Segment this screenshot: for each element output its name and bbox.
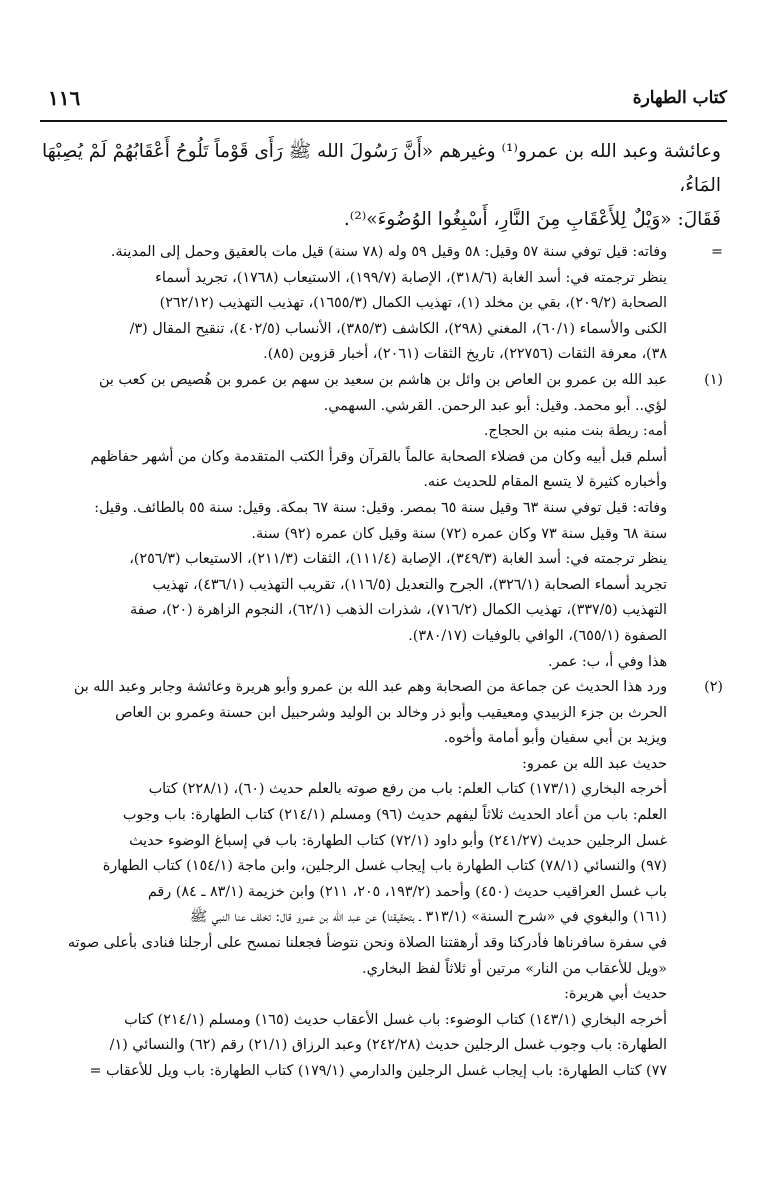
page-header [40,88,727,118]
footnote-line: ينظر ترجمته في: أسد الغابة (٣٤٩/٣)، الإصابة (١١١/٤)، الثقات (٢١١/٣)، الاستيعاب (٢٥٦/٣)، [129,551,667,568]
footnote-line: الحرث بن جزء الزبيدي ومعيقيب وأبو ذر وخالد بن الوليد وشرحبيل ابن حسنة وعمرو بن العاص [115,704,667,721]
footnote-line: غسل الرجلين حديث (٢٤١/٢٧) وأبو داود (٧٢/١) كتاب الطهارة: باب في إسباغ الوضوء حديث [129,832,667,849]
main-text-line: فَقَالَ: «وَيْلٌ لِلأَعْقَابِ مِنَ النَّارِ، أَسْبِغُوا الوُضُوءَ»⁽²⁾. [343,209,721,230]
footnote-line: وفاته: قيل توفي سنة ٥٧ وقيل: ٥٨ وقيل ٥٩ وله (٧٨ سنة) قيل مات بالعقيق وحمل إلى المدينة. [110,244,667,260]
footnote-line: ويزيد بن أبي سفيان وأبو أمامة وأخوه. [443,730,667,747]
footnote-line: ٣٨)، معرفة الثقات (٢٢٧٥٦)، تاريخ الثقات (٢٠٦١)، أخبار قزوين (٨٥). [263,346,667,363]
running-title: كتاب الطهارة [632,88,727,108]
footnote-line: في سفرة سافرناها فأدركنا وقد أرهقتنا الصلاة ونحن نتوضأ فجعلنا نمسح على أرجلنا فنادى بأعلى صوته [67,935,667,952]
footnote-line: أسلم قبل أبيه وكان من فضلاء الصحابة عالماً بالقرآن وقرأ الكتب المتقدمة وكان من أشهر حفاظهم [90,448,667,465]
footnote-line: الكنى والأسماء (٦٠/١)، المغني (٢٩٨)، الكاشف (٣٨٥/٣)، الأنساب (٤٠٢/٥)، تنقيح المقال (٣/ [129,320,667,337]
footnote-2 [42,675,725,1085]
footnote-line: أخرجه البخاري (١٤٣/١) كتاب الوضوء: باب غسل الأعقاب حديث (١٦٥) ومسلم (٢١٤/١) كتاب [124,1011,667,1028]
footnote-continuation [42,240,725,368]
page-number: ١١٦ [48,86,81,110]
footnote-marker: (٢) [704,679,723,696]
footnote-line: لؤي.. أبو محمد. وقيل: أبو عبد الرحمن. القرشي. السهمي. [323,397,667,414]
footnote-line: العلم: باب من أعاد الحديث ثلاثاً ليفهم حديث (٩٦) ومسلم (٢١٤/١) كتاب الطهارة: باب وجوب [122,807,667,824]
footnote-line: أخرجه البخاري (١٧٣/١) كتاب العلم: باب من رفع صوته بالعلم حديث (٦٠)، (٢٢٨/١) كتاب [148,781,667,798]
footnote-line: «ويل للأعقاب من النار» مرتين أو ثلاثاً لفظ البخاري. [362,960,667,977]
footnote-line: وفاته: قيل توفي سنة ٦٣ وقيل سنة ٦٥ بمصر. وقيل: سنة ٦٧ بمكة. وقيل: سنة ٥٥ بالطائف. وقيل: [94,499,667,516]
footnote-line: (٩٧) والنسائي (٧٨/١) كتاب الطهارة باب إيجاب غسل الرجلين، وابن ماجة (١٥٤/١) كتاب الطهارة [102,858,667,875]
footnote-marker: (١) [704,371,723,388]
footnotes [42,240,725,1085]
footnote-line: التهذيب (٣٣٧/٥)، تهذيب الكمال (٧١٦/٢)، شذرات الذهب (٦٢/١)، النجوم الزاهرة (٢٠)، صفة [130,602,667,619]
footnote-1 [42,368,725,675]
footnote-line: (١٦١) والبغوي في «شرح السنة» (٣١٣/١ ـ بتحقيقنا) عن عبد الله بن عمرو قال: تخلف عنا النبي ﷺ [189,909,667,926]
footnote-line: تجريد أسماء الصحابة (٣٢٦/١)، الجرح والتعديل (١١٦/٥)، تقريب التهذيب (٤٣٦/١)، تهذيب [152,576,667,593]
footnote-line: الصفوة (٦٥٥/١)، الوافي بالوفيات (٣٨٠/١٧). [408,627,667,644]
footnote-marker: = [711,244,723,260]
footnote-line: ٧٧) كتاب الطهارة: باب إيجاب غسل الرجلين والدارمي (١٧٩/١) كتاب الطهارة: باب ويل للأعقاب = [89,1063,667,1079]
main-text [42,135,721,237]
footnote-line: ورد هذا الحديث عن جماعة من الصحابة وهم عبد الله بن عمرو وأبو هريرة وعائشة وجابر وعبد الله بن [73,679,667,696]
footnote-line: عبد الله بن عمرو بن العاص بن وائل بن هاشم بن سعيد بن سهم بن عمرو بن هُصيص بن كعب بن [99,371,667,388]
footnote-line: وأخباره كثيرة لا يتسع المقام للحديث عنه. [423,474,667,491]
footnote-line: باب غسل العراقيب حديث (٤٥٠) وأحمد (١٩٣/٢، ٢٠٥، ٢١١) وابن خزيمة (٨٣/١ ـ ٨٤) رقم [147,883,667,900]
main-text-line: وعائشة وعبد الله بن عمرو⁽¹⁾ وغيرهم «أَنَّ رَسُولَ الله ﷺ رَأَى قَوْماً تَلُوحُ أَعْقَابُهُمْ لَمْ يُصِبْهَا المَاءُ، [42,141,721,196]
footnote-line: هذا وفي أ، ب: عمر. [548,653,667,670]
footnote-line: ينظر ترجمته في: أسد الغابة (٣١٨/٦)، الإصابة (١٩٩/٧)، الاستيعاب (١٧٦٨)، تجريد أسماء [155,269,667,286]
footnote-line: الطهارة: باب وجوب غسل الرجلين حديث (٢٤٢/٢٨) وعبد الرزاق (٢١/١) رقم (٦٢) والنسائي (١/ [109,1037,667,1054]
footnote-line: أمه: ريطة بنت منبه بن الحجاج. [483,423,667,440]
footnote-line: حديث عبد الله بن عمرو: [522,755,667,772]
footnote-line: الصحابة (٢٠٩/٢)، بقي بن مخلد (١)، تهذيب الكمال (١٦٥٥/٣)، تهذيب التهذيب (٢٦٢/١٢) [159,295,667,312]
footnote-line: حديث أبي هريرة: [564,986,667,1003]
footnote-line: سنة ٦٨ وقيل سنة ٧٣ وكان عمره (٧٢) سنة وقيل كان عمره (٩٢) سنة. [251,525,667,542]
header-rule [40,120,727,122]
